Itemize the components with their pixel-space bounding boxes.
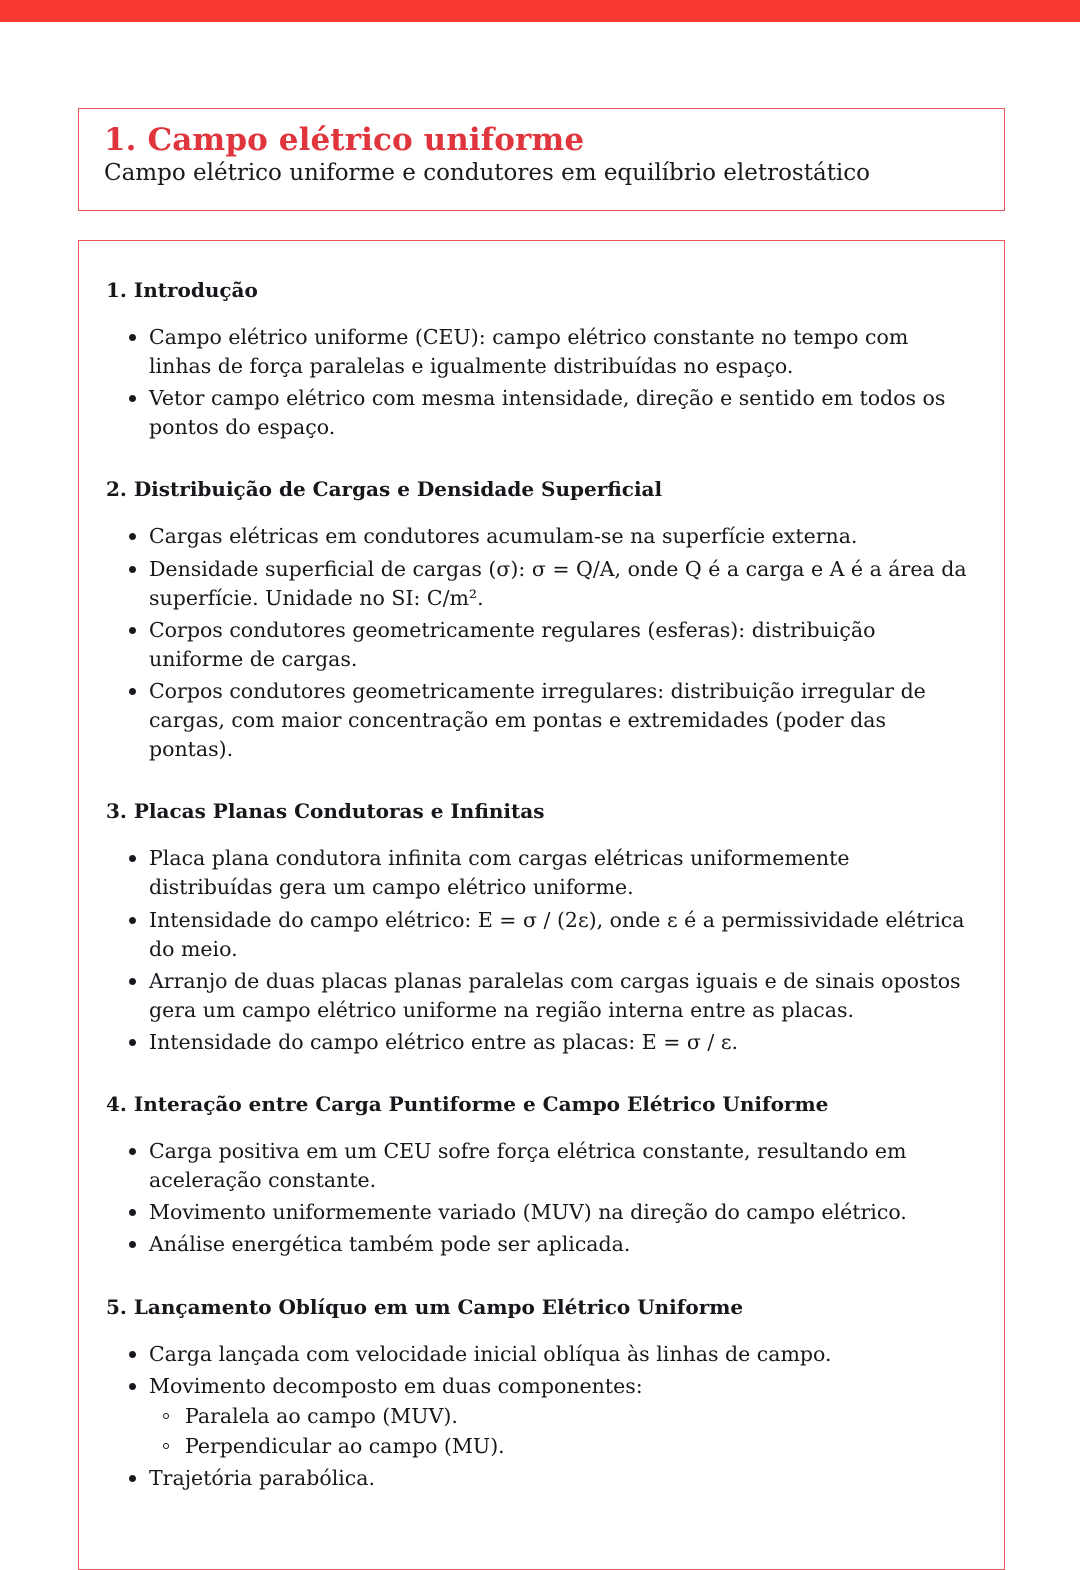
page-subtitle: Campo elétrico uniforme e condutores em equilíbrio eletrostático	[104, 159, 871, 186]
list-item: Análise energética também pode ser aplicada.	[106, 1230, 974, 1259]
list-item: Arranjo de duas placas planas paralelas com cargas iguais e de sinais opostos gera um campo elétrico uniforme na região interna entre as placas.	[106, 967, 974, 1025]
list-item: Intensidade do campo elétrico: E = σ / (2ε), onde ε é a permissividade elétrica do meio.	[106, 906, 974, 964]
list-item: Cargas elétricas em condutores acumulam-se na superfície externa.	[106, 522, 974, 551]
bullet-list	[106, 522, 974, 764]
bullet-list	[106, 1137, 974, 1259]
list-item: Densidade superficial de cargas (σ): σ = Q/A, onde Q é a carga e A é a área da superfície. Unidade no SI: C/m².	[106, 555, 974, 613]
section-distribuicao-de-cargas	[106, 476, 974, 764]
section-placas-planas	[106, 798, 974, 1057]
sub-bullet-list	[149, 1402, 974, 1461]
section-heading: 5. Lançamento Oblíquo em um Campo Elétrico Uniforme	[106, 1294, 744, 1319]
list-item: Movimento uniformemente variado (MUV) na direção do campo elétrico.	[106, 1198, 974, 1227]
top-accent-stripe	[0, 0, 1080, 22]
document-body-box	[78, 240, 1005, 1570]
section-heading: 3. Placas Planas Condutoras e Infinitas	[106, 799, 545, 824]
list-item	[106, 1372, 974, 1461]
list-item: Trajetória parabólica.	[106, 1464, 974, 1493]
list-item: Corpos condutores geometricamente irregulares: distribuição irregular de cargas, com maior concentração em pontas e extremidades (poder das pontas).	[106, 677, 974, 764]
list-item: Vetor campo elétrico com mesma intensidade, direção e sentido em todos os pontos do espaço.	[106, 384, 974, 442]
page-title: 1. Campo elétrico uniforme	[104, 122, 585, 158]
list-item-text: Movimento decomposto em duas componentes:	[149, 1373, 643, 1398]
list-item: Carga lançada com velocidade inicial oblíqua às linhas de campo.	[106, 1340, 974, 1369]
list-item: Intensidade do campo elétrico entre as placas: E = σ / ε.	[106, 1028, 974, 1057]
section-lancamento-obliquo	[106, 1294, 974, 1494]
document-header-box	[78, 108, 1005, 211]
list-item: Carga positiva em um CEU sofre força elétrica constante, resultando em aceleração constante.	[106, 1137, 974, 1195]
bullet-list	[106, 323, 974, 442]
list-item: Campo elétrico uniforme (CEU): campo elétrico constante no tempo com linhas de força paralelas e igualmente distribuídas no espaço.	[106, 323, 974, 381]
section-heading: 1. Introdução	[106, 278, 258, 302]
bullet-list	[106, 1340, 974, 1494]
section-heading: 2. Distribuição de Cargas e Densidade Superficial	[106, 477, 663, 502]
list-item: Placa plana condutora infinita com cargas elétricas uniformemente distribuídas gera um campo elétrico uniforme.	[106, 844, 974, 902]
section-introducao	[106, 277, 974, 442]
section-interacao-carga-puntiforme	[106, 1091, 974, 1259]
sub-list-item: Perpendicular ao campo (MU).	[149, 1432, 974, 1461]
list-item: Corpos condutores geometricamente regulares (esferas): distribuição uniforme de cargas.	[106, 616, 974, 674]
section-heading: 4. Interação entre Carga Puntiforme e Campo Elétrico Uniforme	[106, 1092, 829, 1117]
bullet-list	[106, 844, 974, 1057]
sub-list-item: Paralela ao campo (MUV).	[149, 1402, 974, 1431]
